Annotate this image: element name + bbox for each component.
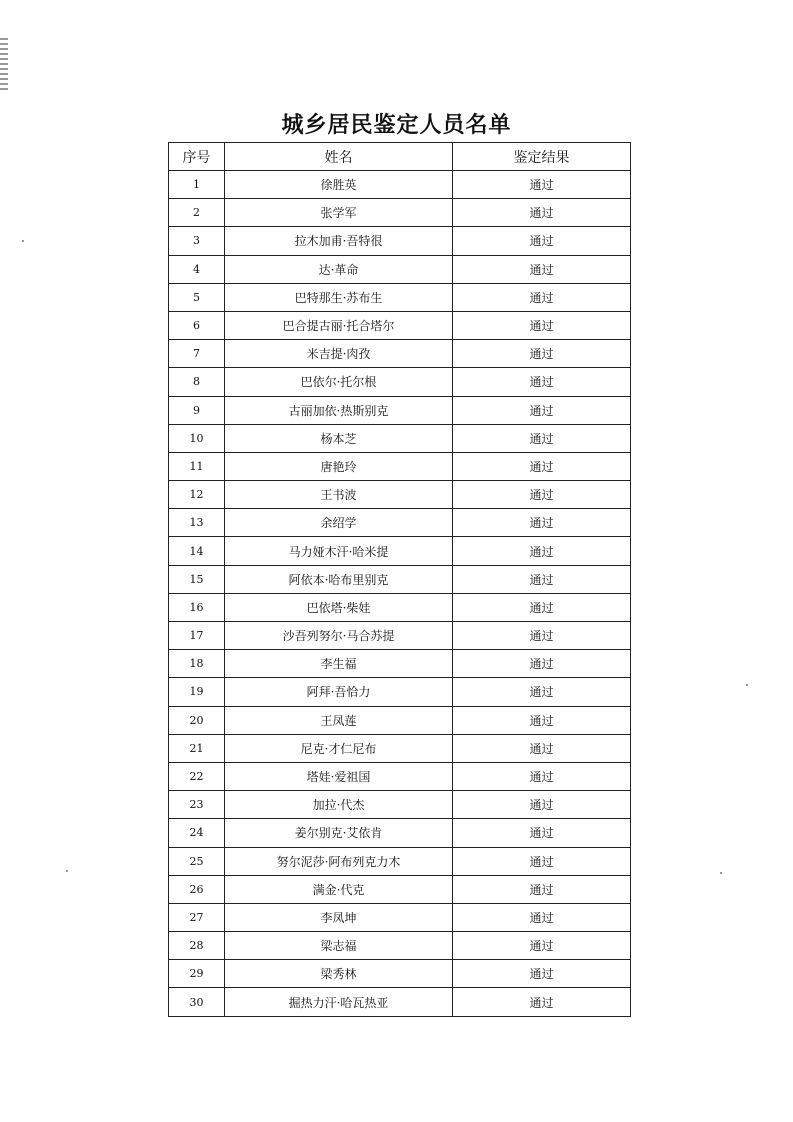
table-row xyxy=(169,678,631,706)
result-cell: 通过 xyxy=(453,509,631,537)
result-cell: 通过 xyxy=(453,255,631,283)
result-cell: 通过 xyxy=(453,593,631,621)
row-number-cell: 8 xyxy=(169,368,225,396)
name-cell: 巴依塔·柴娃 xyxy=(225,593,453,621)
result-cell: 通过 xyxy=(453,734,631,762)
scan-speck xyxy=(746,684,748,686)
name-cell: 巴合提古丽·托合塔尔 xyxy=(225,311,453,339)
table-row xyxy=(169,650,631,678)
name-cell: 徐胜英 xyxy=(225,171,453,199)
name-cell: 满金·代克 xyxy=(225,875,453,903)
row-number-cell: 1 xyxy=(169,171,225,199)
result-cell: 通过 xyxy=(453,819,631,847)
table-body xyxy=(169,171,631,1017)
name-cell: 达·革命 xyxy=(225,255,453,283)
row-number-cell: 19 xyxy=(169,678,225,706)
result-cell: 通过 xyxy=(453,565,631,593)
row-number-cell: 27 xyxy=(169,903,225,931)
scan-speck xyxy=(66,870,68,872)
result-cell: 通过 xyxy=(453,199,631,227)
row-number-cell: 12 xyxy=(169,481,225,509)
table-row xyxy=(169,311,631,339)
row-number-cell: 3 xyxy=(169,227,225,255)
table-row xyxy=(169,283,631,311)
table-row xyxy=(169,368,631,396)
table-row xyxy=(169,932,631,960)
result-cell: 通过 xyxy=(453,762,631,790)
row-number-cell: 29 xyxy=(169,960,225,988)
result-cell: 通过 xyxy=(453,847,631,875)
row-number-cell: 30 xyxy=(169,988,225,1016)
column-header-result: 鉴定结果 xyxy=(453,143,631,171)
row-number-cell: 26 xyxy=(169,875,225,903)
row-number-cell: 2 xyxy=(169,199,225,227)
result-cell: 通过 xyxy=(453,622,631,650)
result-cell: 通过 xyxy=(453,452,631,480)
table-row xyxy=(169,593,631,621)
row-number-cell: 17 xyxy=(169,622,225,650)
table-row xyxy=(169,988,631,1016)
row-number-cell: 5 xyxy=(169,283,225,311)
table-row xyxy=(169,481,631,509)
table-row xyxy=(169,537,631,565)
name-cell: 米吉提·肉孜 xyxy=(225,340,453,368)
name-cell: 掘热力汗·哈瓦热亚 xyxy=(225,988,453,1016)
name-cell: 拉木加甫·吾特很 xyxy=(225,227,453,255)
page-title: 城乡居民鉴定人员名单 xyxy=(281,112,512,138)
row-number-cell: 11 xyxy=(169,452,225,480)
name-cell: 努尔泥莎·阿布列克力木 xyxy=(225,847,453,875)
result-cell: 通过 xyxy=(453,424,631,452)
result-cell: 通过 xyxy=(453,875,631,903)
name-cell: 李生福 xyxy=(225,650,453,678)
name-cell: 王凤莲 xyxy=(225,706,453,734)
name-cell: 塔娃·爱祖国 xyxy=(225,762,453,790)
table-row xyxy=(169,622,631,650)
row-number-cell: 10 xyxy=(169,424,225,452)
name-cell: 杨本芝 xyxy=(225,424,453,452)
name-cell: 王书波 xyxy=(225,481,453,509)
result-cell: 通过 xyxy=(453,340,631,368)
result-cell: 通过 xyxy=(453,678,631,706)
table-row xyxy=(169,452,631,480)
row-number-cell: 16 xyxy=(169,593,225,621)
scan-edge-mark xyxy=(0,38,8,90)
row-number-cell: 13 xyxy=(169,509,225,537)
table-header-row xyxy=(169,143,631,171)
name-cell: 张学军 xyxy=(225,199,453,227)
table-row xyxy=(169,734,631,762)
table-row xyxy=(169,819,631,847)
row-number-cell: 7 xyxy=(169,340,225,368)
name-cell: 唐艳玲 xyxy=(225,452,453,480)
name-cell: 巴依尔·托尔根 xyxy=(225,368,453,396)
result-cell: 通过 xyxy=(453,932,631,960)
table-row xyxy=(169,199,631,227)
table-row xyxy=(169,706,631,734)
name-cell: 沙吾列努尔·马合苏提 xyxy=(225,622,453,650)
name-cell: 姜尔别克·艾依肯 xyxy=(225,819,453,847)
row-number-cell: 21 xyxy=(169,734,225,762)
result-cell: 通过 xyxy=(453,706,631,734)
result-cell: 通过 xyxy=(453,650,631,678)
result-cell: 通过 xyxy=(453,481,631,509)
table-row xyxy=(169,875,631,903)
result-cell: 通过 xyxy=(453,368,631,396)
row-number-cell: 15 xyxy=(169,565,225,593)
result-cell: 通过 xyxy=(453,283,631,311)
row-number-cell: 23 xyxy=(169,791,225,819)
table-row xyxy=(169,847,631,875)
name-cell: 巴特那生·苏布生 xyxy=(225,283,453,311)
row-number-cell: 18 xyxy=(169,650,225,678)
result-cell: 通过 xyxy=(453,791,631,819)
scan-speck xyxy=(720,872,722,874)
name-cell: 古丽加依·热斯别克 xyxy=(225,396,453,424)
table-row xyxy=(169,903,631,931)
table-row xyxy=(169,791,631,819)
table-row xyxy=(169,762,631,790)
result-cell: 通过 xyxy=(453,227,631,255)
row-number-cell: 20 xyxy=(169,706,225,734)
row-number-cell: 24 xyxy=(169,819,225,847)
result-cell: 通过 xyxy=(453,903,631,931)
name-cell: 加拉·代杰 xyxy=(225,791,453,819)
personnel-table xyxy=(168,142,631,1017)
row-number-cell: 25 xyxy=(169,847,225,875)
name-cell: 梁秀林 xyxy=(225,960,453,988)
table-row xyxy=(169,227,631,255)
table-row xyxy=(169,960,631,988)
table-row xyxy=(169,396,631,424)
result-cell: 通过 xyxy=(453,311,631,339)
table-row xyxy=(169,171,631,199)
column-header-number: 序号 xyxy=(169,143,225,171)
name-cell: 李凤坤 xyxy=(225,903,453,931)
result-cell: 通过 xyxy=(453,396,631,424)
row-number-cell: 22 xyxy=(169,762,225,790)
row-number-cell: 4 xyxy=(169,255,225,283)
table-row xyxy=(169,340,631,368)
row-number-cell: 28 xyxy=(169,932,225,960)
table-row xyxy=(169,565,631,593)
name-cell: 梁志福 xyxy=(225,932,453,960)
scan-speck xyxy=(22,240,24,242)
result-cell: 通过 xyxy=(453,960,631,988)
row-number-cell: 6 xyxy=(169,311,225,339)
column-header-name: 姓名 xyxy=(225,143,453,171)
name-cell: 阿拜·吾恰力 xyxy=(225,678,453,706)
table-row xyxy=(169,509,631,537)
table-row xyxy=(169,424,631,452)
result-cell: 通过 xyxy=(453,537,631,565)
result-cell: 通过 xyxy=(453,988,631,1016)
result-cell: 通过 xyxy=(453,171,631,199)
row-number-cell: 9 xyxy=(169,396,225,424)
name-cell: 尼克·才仁尼布 xyxy=(225,734,453,762)
name-cell: 余绍学 xyxy=(225,509,453,537)
name-cell: 阿依本·哈布里别克 xyxy=(225,565,453,593)
table-row xyxy=(169,255,631,283)
name-cell: 马力娅木汗·哈米提 xyxy=(225,537,453,565)
row-number-cell: 14 xyxy=(169,537,225,565)
